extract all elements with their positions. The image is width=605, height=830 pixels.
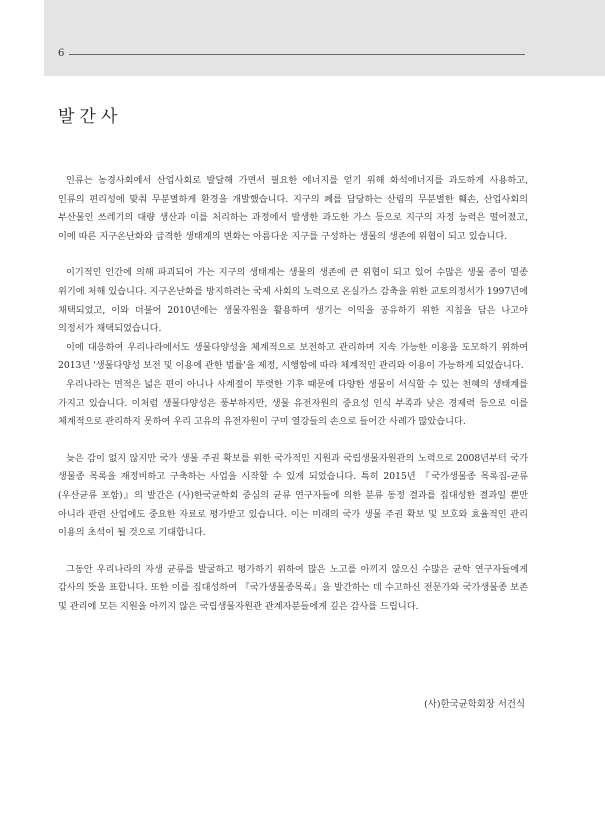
paragraph-gap bbox=[58, 246, 528, 264]
body-text bbox=[58, 172, 528, 616]
page-title: 발간사 bbox=[58, 107, 123, 127]
paragraph-6: 그동안 우리나라의 자생 균류를 발굴하고 평가하기 위하여 많은 노고를 아끼지 않으신 수많은 균학 연구자들에게 감사의 뜻을 표합니다. 또한 이를 집대성하여 『국가생물종목록』을 발간하는 데 수고하신 전문가와 국가생물종 보존 및 관리에 모든 지원을 아끼지 않은 국립생물자원관 관계자분들에게 깊은 감사를 드립니다. bbox=[58, 563, 528, 612]
page-header-band bbox=[44, 0, 605, 76]
paragraph-gap bbox=[58, 543, 528, 561]
header-rule bbox=[69, 54, 525, 55]
paragraph-2: 이기적인 인간에 의해 파괴되어 가는 지구의 생태계는 생물의 생존에 큰 위협이 되고 있어 수많은 생물 종이 멸종 위기에 처해 있습니다. 지구온난화를 방지하려는 국제 사회의 노력으로 온실가스 감축을 위한 교토의정서가 1997년에 채택되었고, 이와 더불어 2010년에는 생물자원을 활용하며 생기는 이익을 공유하기 위한 지침을 담은 나고야 의정서가 채택되었습니다. bbox=[58, 267, 528, 335]
paragraph-5: 늦은 감이 없지 않지만 국가 생물 주권 확보를 위한 국가적인 지원과 국립생물자원관의 노력으로 2008년부터 국가 생물종 목록을 재정비하고 구축하는 사업을 시작할 수 있게 되었습니다. 특히 2015년 『국가생물종 목록집-균류(우산균류 포함)』의 발간은 (사)한국균학회 중심의 균류 연구자들에 의한 분류 동정 결과를 집대성한 결과일 뿐만 아니라 관련 산업에도 중요한 자료로 평가받고 있습니다. 이는 미래의 국가 생물 주권 확보 및 보호와 효율적인 관리 이용의 초석이 될 것으로 기대합니다. bbox=[58, 452, 528, 539]
page-number: 6 bbox=[58, 48, 65, 59]
signature: (사)한국균학회장 서건식 bbox=[424, 699, 525, 710]
paragraph-4: 우리나라는 면적은 넓은 편이 아니나 사계절이 뚜렷한 기후 때문에 다양한 생물이 서식할 수 있는 천혜의 생태계를 가지고 있습니다. 이처럼 생물다양성은 풍부하지만, 생물 유전자원의 중요성 인식 부족과 낮은 경제력 등으로 이를 체계적으로 관리하지 못하여 우리 고유의 유전자원이 구미 열강들의 손으로 들어간 사례가 많았습니다. bbox=[58, 378, 528, 428]
paragraph-1: 인류는 농경사회에서 산업사회로 발달해 가면서 필요한 에너지를 얻기 위해 화석에너지를 과도하게 사용하고, 인류의 편리성에 맞춰 무분별하게 환경을 개발했습니다. 지구의 폐를 담당하는 산림의 무분별한 훼손, 산업사회의 부산물인 쓰레기의 대량 생산과 이를 처리하는 과정에서 발생한 과도한 가스 등으로 지구의 자정 능력은 떨어졌고, 이에 따른 지구온난화와 급격한 생태계의 변화는 아름다운 지구를 구성하는 생물의 생존에 위협이 되고 있습니다. bbox=[58, 175, 528, 242]
paragraph-gap bbox=[58, 432, 528, 450]
paragraph-3: 이에 대응하여 우리나라에서도 생물다양성을 체계적으로 보전하고 관리하며 지속 가능한 이용을 도모하기 위하여 2013년 '생물다양성 보전 및 이용에 관한 법률'을 제정, 시행함에 따라 체계적인 관리와 이용이 가능하게 되었습니다. bbox=[58, 341, 528, 372]
